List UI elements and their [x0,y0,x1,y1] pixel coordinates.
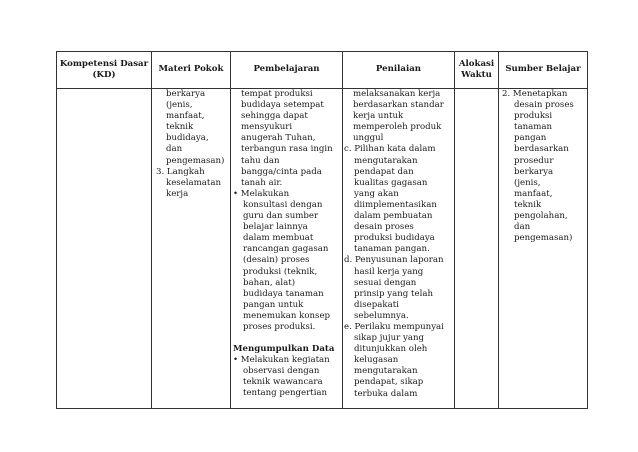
sumber-item-2: dan [514,222,531,233]
penilaian-item-d: hasil kerja yang [354,266,424,277]
materi-line: manfaat, [166,111,205,122]
penilaian-item-c: pendapat dan [354,166,414,177]
bullet-item: budidaya tanaman [243,288,324,299]
bullet-item: guru dan sumber [243,211,319,222]
bullet-item: • Melakukan [233,188,290,199]
bullet-item: menemukan konsep [243,310,331,321]
sumber-item-2: produksi [514,111,553,122]
section-heading: Mengumpulkan Data [233,344,335,355]
materi-line: (jenis, [166,100,193,111]
penilaian-item-c: dalam pembuatan [354,211,433,222]
penilaian-item-d: sebelumnya. [354,310,409,321]
bullet-item: proses produksi. [243,321,316,332]
materi-line: teknik [166,122,194,133]
bullet-item: belajar lainnya [243,222,308,233]
header-sumber-belajar: Sumber Belajar [499,52,588,89]
pembelajaran-line: budidaya setempat [241,100,324,111]
materi-item-3: kerja [166,188,189,199]
penilaian-item-c: c. Pilihan kata dalam [344,144,436,155]
penilaian-item-c: mengutarakan [354,155,418,166]
sumber-item-2: 2. Menetapkan [502,89,568,99]
penilaian-line: berdasarkan standar [353,100,444,111]
sumber-item-2: teknik [514,199,542,210]
bullet-item: dalam membuat [243,233,314,244]
pembelajaran-line: sehingga dapat [241,111,308,122]
sumber-item-2: pengolahan, [514,211,568,222]
penilaian-item-e: terbuka dalam [354,388,418,399]
penilaian-item-e: kelugasan [354,355,399,366]
penilaian-line: unggul [353,133,384,144]
bullet-item: bahan, alat) [243,277,296,288]
sumber-item-2: pangan [514,133,547,144]
pembelajaran-line: mensyukuri [241,122,293,133]
sumber-item-2: manfaat, [514,188,553,199]
penilaian-item-e: ditunjukkan oleh [354,344,428,355]
cell-penilaian [343,89,455,409]
header-pembelajaran: Pembelajaran [231,52,343,89]
cell-materi-pokok [152,89,231,409]
penilaian-item-c: yang akan [354,188,399,199]
header-penilaian: Penilaian [343,52,455,89]
penilaian-item-c: kualitas gagasan [354,177,428,188]
bullet-item: tentang pengertian [243,388,328,399]
penilaian-item-e: mengutarakan [354,366,418,377]
penilaian-line: kerja untuk [353,111,404,122]
header-materi-pokok: Materi Pokok [152,52,231,89]
header-kd: Kompetensi Dasar (KD) [57,52,152,89]
materi-line: dan [166,144,183,155]
penilaian-line: memperoleh produk [353,122,442,133]
bullet-item: pangan untuk [243,299,304,310]
pembelajaran-line: tahu dan [241,155,280,166]
pembelajaran-line: terbangun rasa ingin [241,144,333,155]
sumber-item-2: (jenis, [514,177,541,188]
pembelajaran-line: anugerah Tuhan, [241,133,316,144]
syllabus-table [56,51,588,409]
materi-line: berkarya [166,89,206,99]
penilaian-item-d: prinsip yang telah [354,288,433,299]
cell-alokasi-waktu [455,89,499,409]
materi-item-3: 3. Langkah [156,166,205,177]
penilaian-item-d: sesuai dengan [354,277,417,288]
sumber-item-2: prosedur [514,155,554,166]
pembelajaran-line: tanah air. [241,177,283,188]
bullet-item: (desain) proses [243,255,310,266]
penilaian-item-d: d. Penyusunan laporan [344,255,444,266]
header-alokasi-waktu: Alokasi Waktu [455,52,499,89]
cell-pembelajaran [231,89,343,409]
sumber-item-2: desain proses [514,100,574,111]
penilaian-item-d: disepakati [354,299,399,310]
pembelajaran-line: bangga/cinta pada [241,166,322,177]
penilaian-item-c: produksi budidaya [354,233,435,244]
table-row [57,89,588,409]
sumber-item-2: tanaman [514,122,553,133]
pembelajaran-line: tempat produksi [241,89,313,99]
materi-line: budidaya, [166,133,209,144]
sumber-item-2: berdasarkan [514,144,569,155]
bullet-item: produksi (teknik, [243,266,318,277]
bullet-item: teknik wawancara [243,377,323,388]
sumber-item-2: pengemasan) [514,233,573,244]
bullet-item: konsultasi dengan [243,199,323,210]
penilaian-line: melaksanakan kerja [353,89,441,99]
materi-line: pengemasan) [166,155,225,166]
materi-item-3: keselamatan [166,177,222,188]
cell-kd [57,89,152,409]
penilaian-item-e: pendapat, sikap [354,377,424,388]
bullet-item: observasi dengan [243,366,320,377]
bullet-item: rancangan gagasan [243,244,329,255]
penilaian-item-c: tanaman pangan. [354,244,430,255]
header-row [57,52,588,89]
penilaian-item-c: diimplementasikan [354,199,437,210]
bullet-item: • Melakukan kegiatan [233,355,330,366]
penilaian-item-c: desain proses [354,222,414,233]
cell-sumber-belajar [499,89,588,409]
penilaian-item-e: e. Perilaku mempunyai [344,321,444,332]
penilaian-item-e: sikap jujur yang [354,333,424,344]
sumber-item-2: berkarya [514,166,554,177]
